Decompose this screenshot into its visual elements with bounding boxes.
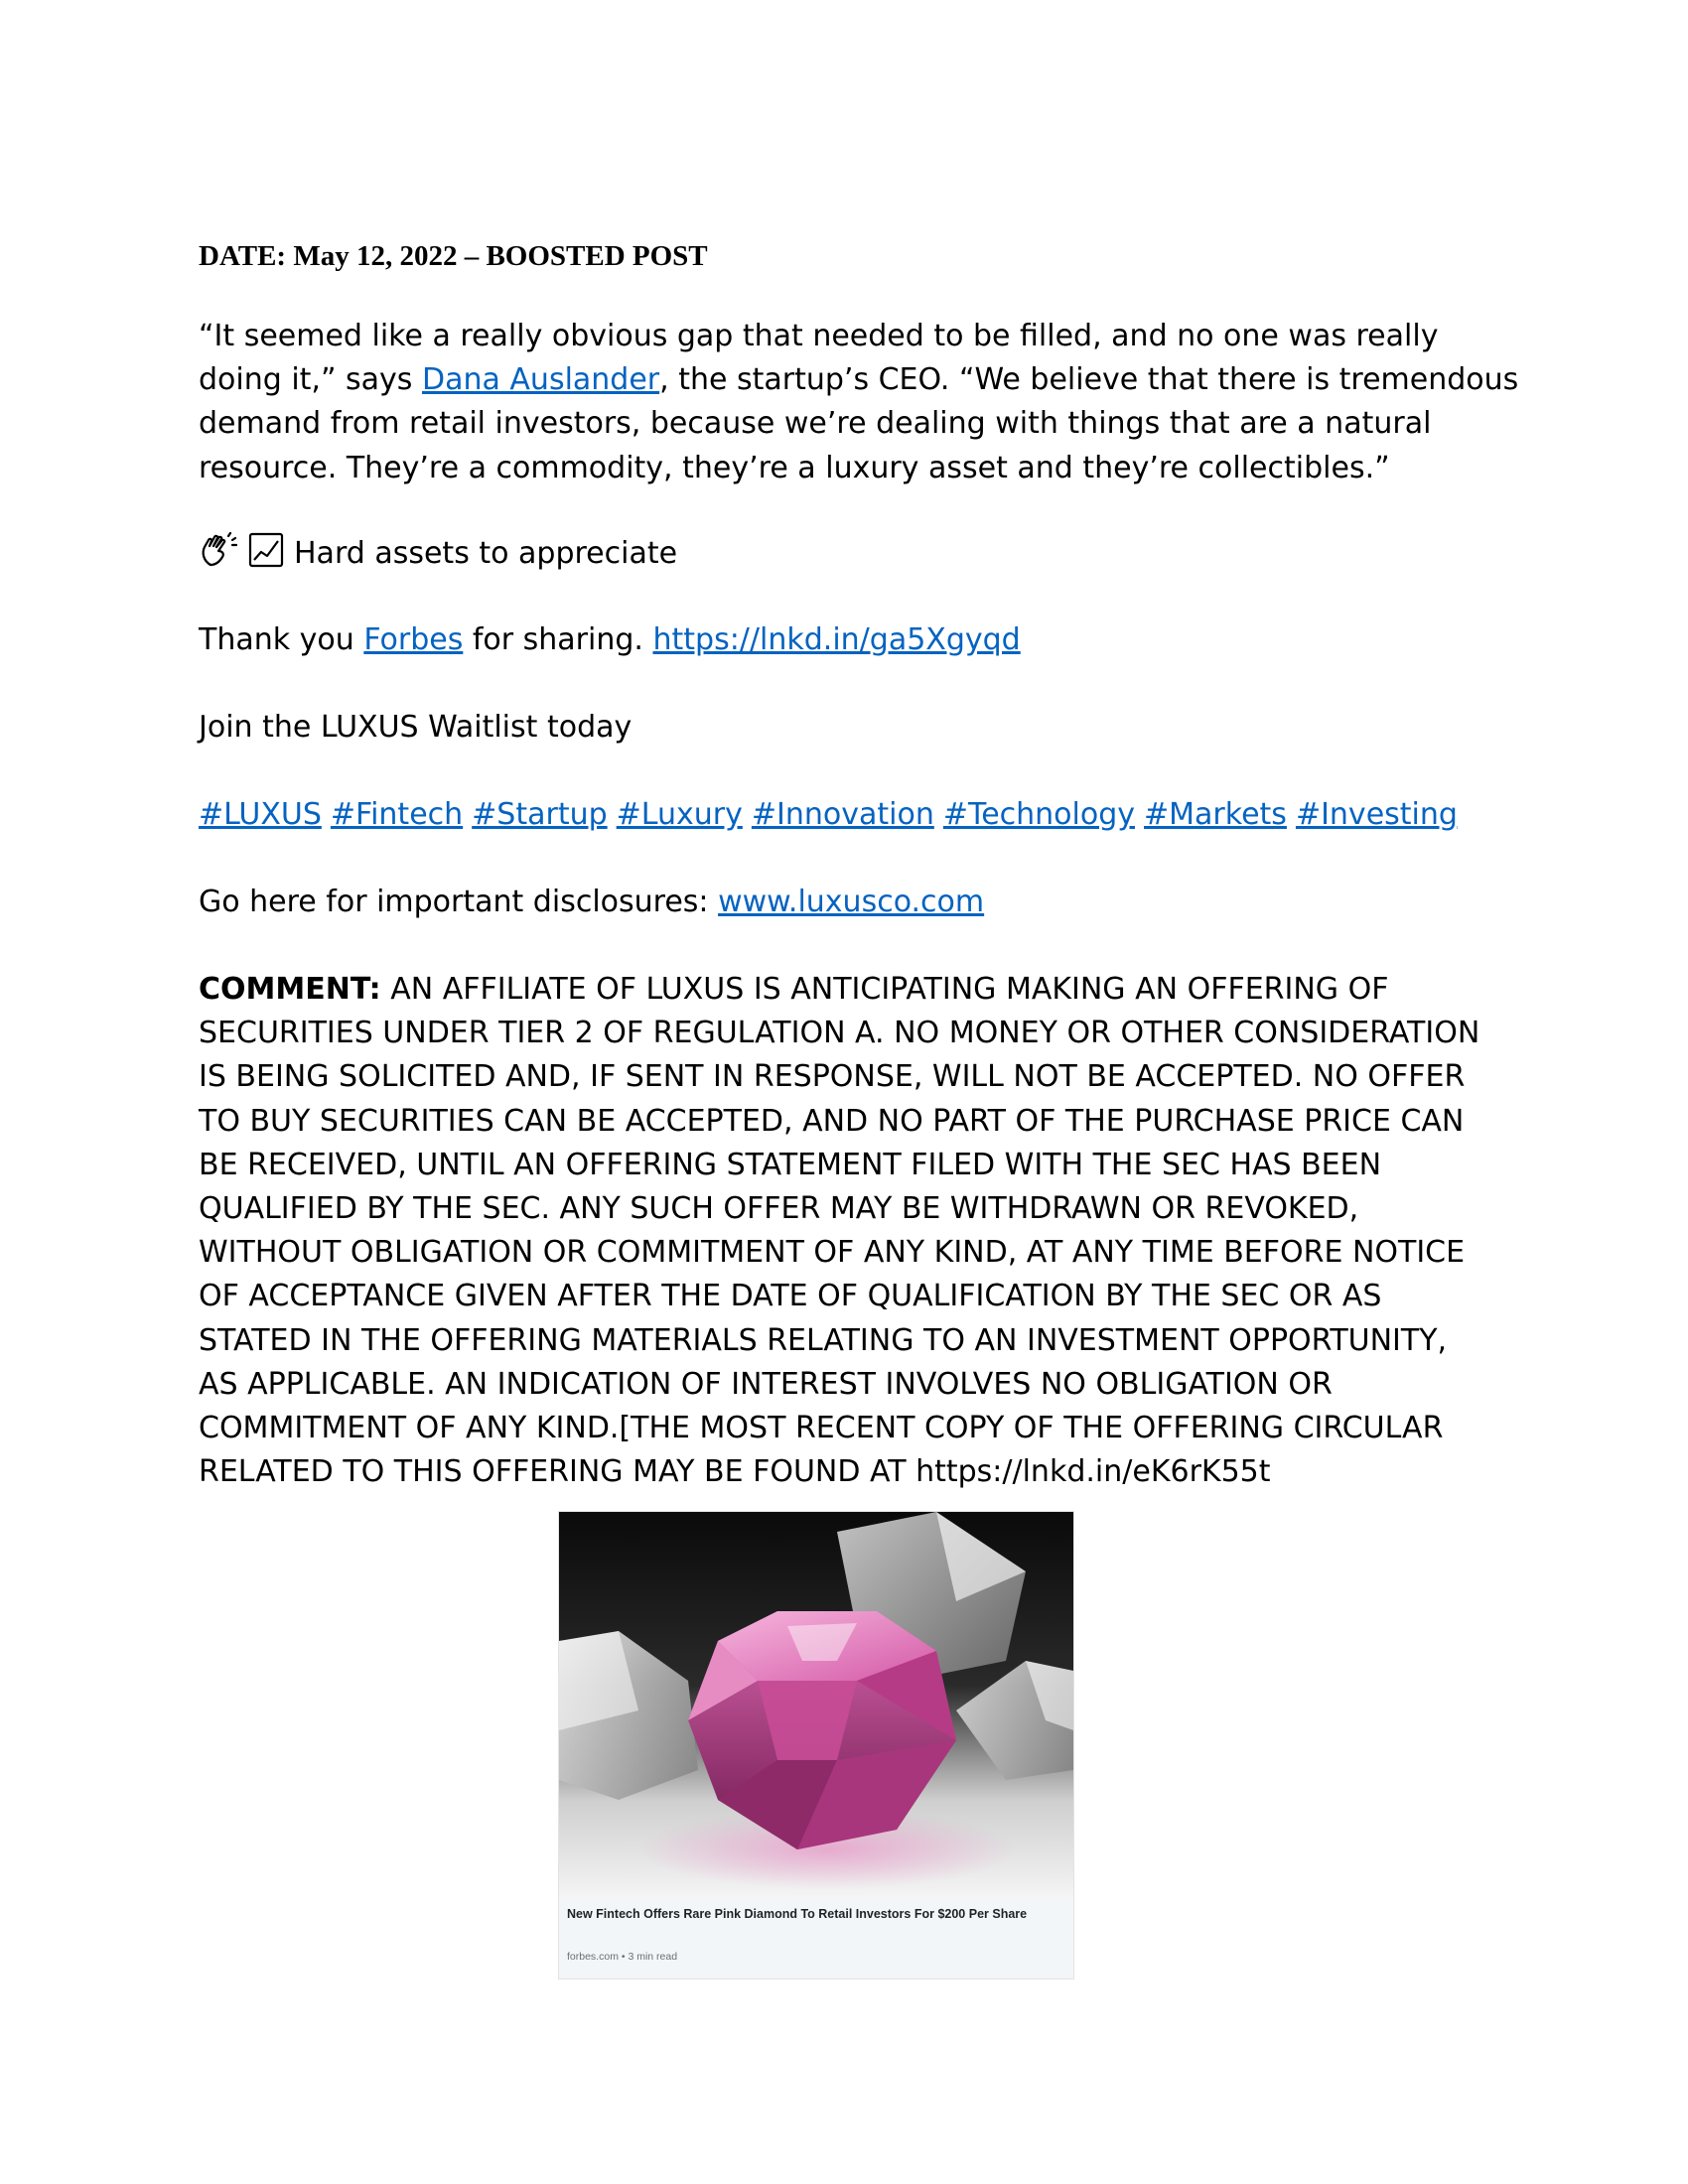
quote-line-2 [199,358,1519,402]
disclosures-line [199,881,1489,924]
thanks-text-start: Thank you [199,622,364,657]
quote-line-1: “It seemed like a really obvious gap that needed to be filled, and no one was really [199,319,1439,353]
ceo-name-link[interactable]: Dana Auslander [421,362,660,398]
comment-line: AS APPLICABLE. AN INDICATION OF INTEREST INVOLVES NO OBLIGATION OR [199,1366,1333,1402]
article-url-link[interactable]: https://lnkd.in/ga5Xgyqd [652,622,1021,657]
article-title: New Fintech Offers Rare Pink Diamond To Retail Investors For $200 Per Share [567,1907,1028,1921]
comment-line: STATED IN THE OFFERING MATERIALS RELATING TO AN INVESTMENT OPPORTUNITY, [199,1322,1448,1358]
comment-line: WITHOUT OBLIGATION OR COMMITMENT OF ANY KIND, AT ANY TIME BEFORE NOTICE [199,1235,1466,1271]
hashtag-link[interactable]: #Fintech [330,797,464,832]
quote-paragraph [199,315,1519,490]
article-preview-card[interactable] [558,1511,1074,1979]
forbes-link[interactable]: Forbes [363,622,464,657]
clapping-hands-icon [199,532,238,568]
comment-line [199,968,1489,1012]
emoji-line [199,532,1489,576]
quote-line-2-start: doing it,” says [199,362,422,398]
pink-diamond-image [559,1512,1073,1897]
disclosures-link[interactable]: www.luxusco.com [718,885,985,919]
quote-line-3: demand from retail investors, because we’re dealing with things that are a natural [199,406,1432,442]
comment-line: IS BEING SOLICITED AND, IF SENT IN RESPONSE, WILL NOT BE ACCEPTED. NO OFFER [199,1059,1466,1095]
comment-line-text: AN AFFILIATE OF LUXUS IS ANTICIPATING MAKING AN OFFERING OF [380,972,1389,1007]
hashtag-link[interactable]: #Startup [472,797,608,832]
hashtag-link[interactable]: #Technology [942,797,1136,832]
comment-line: BE RECEIVED, UNTIL AN OFFERING STATEMENT FILED WITH THE SEC HAS BEEN [199,1147,1382,1182]
comment-line: TO BUY SECURITIES CAN BE ACCEPTED, AND NO PART OF THE PURCHASE PRICE CAN [199,1103,1465,1139]
hashtag-link[interactable]: #Luxury [616,797,743,832]
thanks-line [199,618,1489,662]
hashtag-link[interactable]: #Innovation [751,797,934,832]
thanks-text-middle: for sharing. [463,622,653,657]
comment-line: COMMITMENT OF ANY KIND.[THE MOST RECENT COPY OF THE OFFERING CIRCULAR [199,1411,1444,1446]
hashtag-line [199,793,1489,837]
hashtag-link[interactable]: #Investing [1295,797,1458,832]
hashtag-link[interactable]: #LUXUS [199,797,322,832]
article-meta: forbes.com • 3 min read [567,1951,678,1963]
hashtag-link[interactable]: #Markets [1144,797,1287,832]
comment-label: COMMENT: [199,972,381,1007]
quote-line-4: resource. They’re a commodity, they’re a luxury asset and they’re collectibles.” [199,450,1390,485]
comment-line: SECURITIES UNDER TIER 2 OF REGULATION A. NO MONEY OR OTHER CONSIDERATION [199,1016,1480,1051]
comment-line: RELATED TO THIS OFFERING MAY BE FOUND AT https://lnkd.in/eK6rK55t [199,1454,1271,1490]
disclosures-label: Go here for important disclosures: [199,885,719,919]
comment-line: OF ACCEPTANCE GIVEN AFTER THE DATE OF QUALIFICATION BY THE SEC OR AS [199,1279,1382,1314]
quote-line-2-end: , the startup’s CEO. “We believe that there is tremendous [659,362,1519,398]
emoji-line-text: Hard assets to appreciate [294,536,678,571]
waitlist-line: Join the LUXUS Waitlist today [199,710,633,745]
comment-disclaimer [199,968,1489,1494]
comment-line: QUALIFIED BY THE SEC. ANY SUCH OFFER MAY BE WITHDRAWN OR REVOKED, [199,1191,1359,1227]
post-date-heading: DATE: May 12, 2022 – BOOSTED POST [199,240,708,272]
chart-increasing-icon [248,532,284,568]
